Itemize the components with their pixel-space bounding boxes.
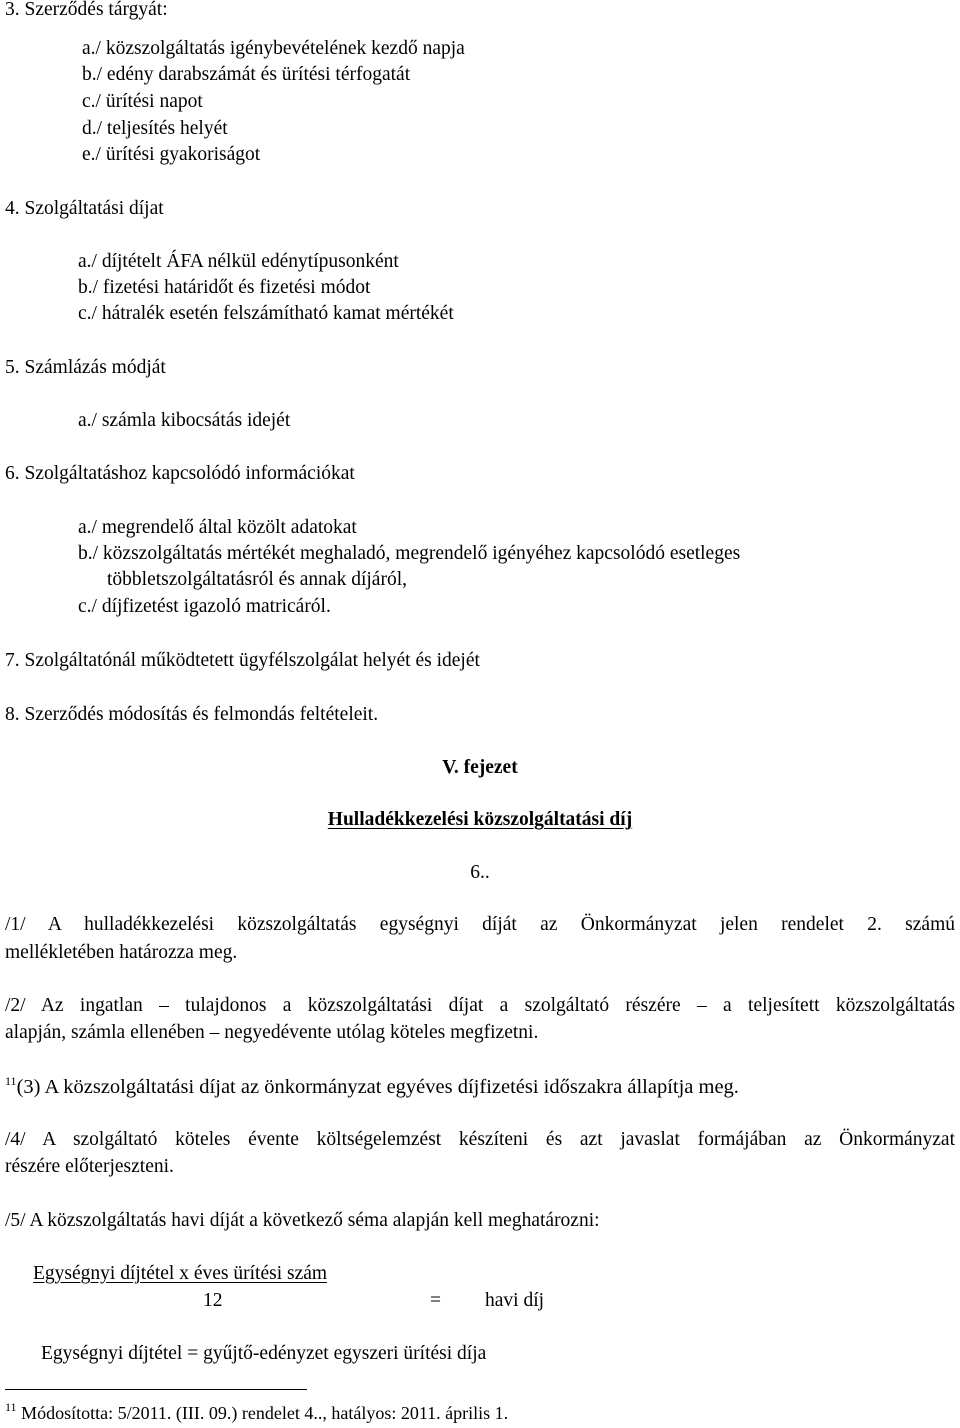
footnote-separator <box>5 1389 307 1390</box>
section-6-item-c: c./ díjfizetést igazoló matricáról. <box>78 596 331 617</box>
formula-numerator: Egységnyi díjtétel x éves ürítési szám <box>33 1263 328 1284</box>
paragraph-3-footnote-ref: 11 <box>5 1074 17 1088</box>
section-6-heading: 6. Szolgáltatáshoz kapcsolódó információkat <box>5 463 355 484</box>
chapter-title: Hulladékkezelési közszolgáltatási díj <box>327 809 633 830</box>
section-3-item-a: a./ közszolgáltatás igénybevételének kezdő napja <box>82 38 465 59</box>
section-7-heading: 7. Szolgáltatónál működtetett ügyfélszolgálat helyét és idejét <box>5 650 480 671</box>
paragraph-3 <box>5 1074 739 1100</box>
paragraph-number: 6.. <box>470 862 490 883</box>
formula-denominator: 12 <box>203 1290 223 1311</box>
paragraph-4-line-1: /4/ A szolgáltató köteles évente költségelemzést készíteni és azt javaslat formájában az Önkormányzat <box>5 1129 955 1150</box>
section-3-item-d: d./ teljesítés helyét <box>82 118 228 139</box>
formula-result: havi díj <box>485 1290 545 1311</box>
section-4-item-a: a./ díjtételt ÁFA nélkül edénytípusonként <box>78 251 399 272</box>
section-6-item-b-continued: többletszolgáltatásról és annak díjáról, <box>107 569 407 590</box>
paragraph-2-line-2: alapján, számla ellenében – negyedévente utólag köteles megfizetni. <box>5 1022 539 1043</box>
footnote-text: Módosította: 5/2011. (III. 09.) rendelet 4.., hatályos: 2011. április 1. <box>21 1403 509 1423</box>
chapter-number: V. fejezet <box>442 757 518 778</box>
paragraph-1-line-2: mellékletében határozza meg. <box>5 942 238 963</box>
section-4-item-c: c./ hátralék esetén felszámítható kamat mértékét <box>78 303 454 324</box>
section-8-heading: 8. Szerződés módosítás és felmondás feltételeit. <box>5 704 379 725</box>
section-3-item-c: c./ ürítési napot <box>82 91 203 112</box>
section-3-item-e: e./ ürítési gyakoriságot <box>82 144 261 165</box>
section-4-item-b: b./ fizetési határidőt és fizetési módot <box>78 277 371 298</box>
formula-definition: Egységnyi díjtétel = gyűjtő-edényzet egyszeri ürítési díja <box>41 1343 487 1364</box>
paragraph-3-text: (3) A közszolgáltatási díjat az önkormányzat egyéves díjfizetési időszakra állapítja meg. <box>16 1076 739 1098</box>
section-3-heading: 3. Szerződés tárgyát: <box>5 0 168 20</box>
formula-equals: = <box>430 1290 441 1311</box>
section-3-item-b: b./ edény darabszámát és ürítési térfogatát <box>82 64 411 85</box>
footnote-number: 11 <box>5 1400 17 1414</box>
section-5-heading: 5. Számlázás módját <box>5 357 166 378</box>
footnote <box>5 1400 508 1426</box>
paragraph-1-line-1: /1/ A hulladékkezelési közszolgáltatás egységnyi díját az Önkormányzat jelen rendelet 2. számú <box>5 914 955 935</box>
section-6-item-a: a./ megrendelő által közölt adatokat <box>78 517 357 538</box>
paragraph-5: /5/ A közszolgáltatás havi díját a következő séma alapján kell meghatározni: <box>5 1210 600 1231</box>
paragraph-2-line-1: /2/ Az ingatlan – tulajdonos a közszolgáltatási díjat a szolgáltató részére – a teljesített közszolgáltatás <box>5 995 955 1016</box>
section-5-item-a: a./ számla kibocsátás idejét <box>78 410 291 431</box>
section-6-item-b: b./ közszolgáltatás mértékét meghaladó, megrendelő igényéhez kapcsolódó esetleges <box>78 543 741 564</box>
section-4-heading: 4. Szolgáltatási díjat <box>5 198 164 219</box>
paragraph-4-line-2: részére előterjeszteni. <box>5 1156 174 1177</box>
